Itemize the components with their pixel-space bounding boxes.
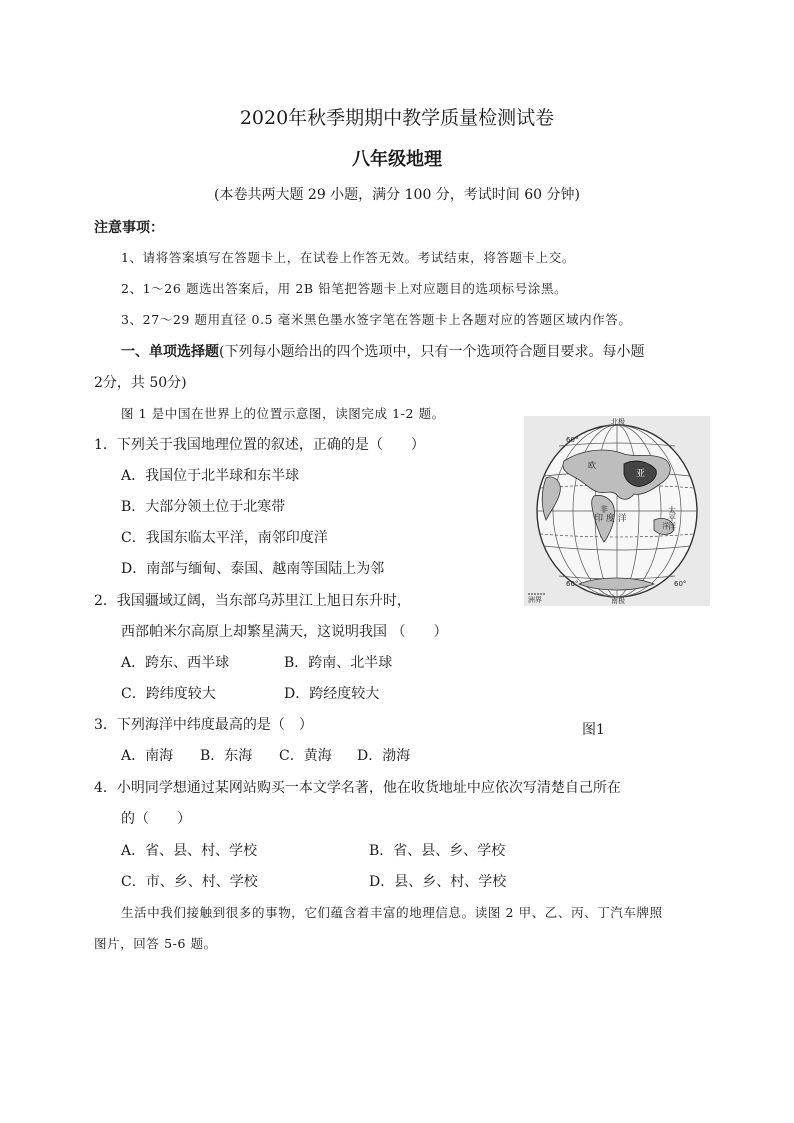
q3-stem: 3．下列海洋中纬度最高的是（ ） <box>94 717 313 733</box>
q4-option-b: B．省、县、乡、学校 <box>369 843 506 859</box>
notice-heading: 注意事项： <box>94 220 164 236</box>
exam-title: 2020年秋季期期中教学质量检测试卷 <box>239 107 555 129</box>
label-scale: 洲界 <box>528 596 542 604</box>
section1-heading: 一、单项选择题 <box>121 344 219 360</box>
label-lat-s60: 60° <box>566 580 579 588</box>
exam-info: (本卷共两大题 29 小题，满分 100 分，考试时间 60 分钟) <box>214 187 580 203</box>
section1-line1 <box>121 341 644 361</box>
q4-stem: 4．小明同学想通过某网站购买一本文学名著，他在收货地址中应依次写清楚自己所在 <box>94 780 621 796</box>
q1-option-c: C．我国东临太平洋，南邻印度洋 <box>121 530 328 546</box>
q4-option-d: D．县、乡、村、学校 <box>369 874 507 890</box>
section1-desc: (下列每小题给出的四个选项中，只有一个选项符合题目要求。每小题 <box>219 344 645 360</box>
q4-option-a: A．省、县、村、学校 <box>121 843 258 859</box>
notice-item-1: 1、请将答案填写在答题卡上，在试卷上作答无效。考试结束，将答题卡上交。 <box>121 250 575 265</box>
notice-item-3: 3、27～29 题用直径 0.5 毫米黑色墨水签字笔在答题卡上各题对应的答题区域内作答。 <box>121 312 632 327</box>
label-indian-ocean: 印 度 洋 <box>594 514 627 524</box>
q4-option-c: C．市、乡、村、学校 <box>121 874 258 890</box>
q2-option-b: B．跨南、北半球 <box>284 655 393 671</box>
intro-figure2-line2: 图片，回答 5-6 题。 <box>94 936 217 951</box>
q3-option-b: B．东海 <box>200 748 253 764</box>
label-pacific: 太平洋 <box>667 506 677 530</box>
q1-stem: 1．下列关于我国地理位置的叙述，正确的是（ ） <box>94 437 425 453</box>
q2-stem: 2．我国疆域辽阔，当东部乌苏里江上旭日东升时， <box>94 593 411 609</box>
q3-option-d: D．渤海 <box>357 748 411 764</box>
label-south-pole: 南极 <box>611 597 625 605</box>
label-lat-e60: 60° <box>674 580 687 588</box>
notice-item-2: 2、1～26 题选出答案后，用 2B 铅笔把答题卡上对应题目的选项标号涂黑。 <box>121 281 568 296</box>
q1-option-d: D．南部与缅甸、泰国、越南等国陆上为邻 <box>121 561 385 577</box>
figure1-caption: 图1 <box>582 722 605 738</box>
intro-figure2-line1: 生活中我们接触到很多的事物，它们蕴含着丰富的地理信息。读图 2 甲、乙、丙、丁汽车牌照 <box>121 905 663 920</box>
figure1-globe <box>524 416 710 606</box>
label-asia: 亚 <box>636 469 646 479</box>
q2-option-d: D．跨经度较大 <box>284 686 380 702</box>
q2-stem-line2: 西部帕米尔高原上却繁星满天，这说明我国 （ ） <box>121 624 448 640</box>
intro-figure1: 图 1 是中国在世界上的位置示意图，读图完成 1-2 题。 <box>121 406 445 421</box>
label-europe: 欧 <box>588 461 596 470</box>
section1-desc-line2: 2分，共 50分) <box>94 375 187 391</box>
globe-map-icon <box>524 416 710 606</box>
label-africa: 非 <box>600 505 608 514</box>
q3-option-a: A．南海 <box>121 748 174 764</box>
q2-option-c: C．跨纬度较大 <box>121 686 216 702</box>
label-lat-n60: 60° <box>566 436 579 444</box>
exam-subject: 八年级地理 <box>352 149 442 170</box>
q2-option-a: A．跨东、西半球 <box>121 655 230 671</box>
label-oceania: 洋 <box>662 522 669 530</box>
q4-stem-line2: 的（ ） <box>121 811 191 827</box>
q1-option-a: A．我国位于北半球和东半球 <box>121 468 300 484</box>
label-north-pole: 北极 <box>611 418 625 426</box>
q1-option-b: B．大部分领土位于北寒带 <box>121 499 286 515</box>
q3-option-c: C．黄海 <box>279 748 332 764</box>
